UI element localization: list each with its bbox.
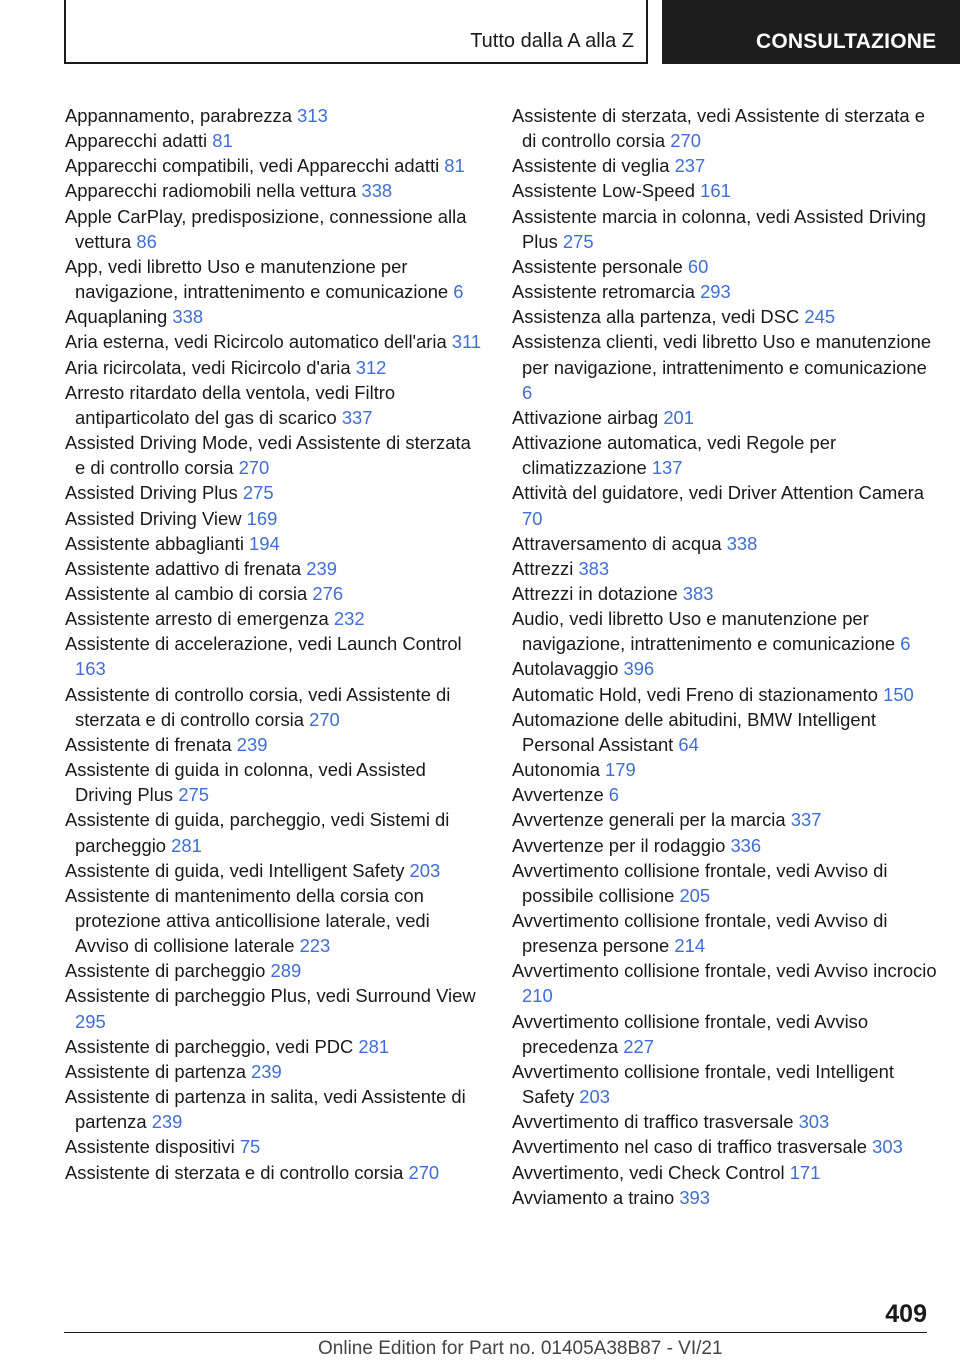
index-entry <box>65 103 485 128</box>
index-entry <box>65 757 485 807</box>
index-term: Automatic Hold, vedi Freno di stazionamento <box>512 683 878 705</box>
index-term: Avvertimento collisione frontale, vedi Avviso precedenza <box>512 1010 869 1057</box>
index-term: Audio, vedi libretto Uso e manutenzione per navigazione, intrattenimento e comunicazione <box>512 608 896 655</box>
index-entry <box>512 329 937 404</box>
page-ref-link[interactable]: 201 <box>663 406 695 428</box>
index-entry <box>65 329 485 354</box>
index-term: Assistente di mantenimento della corsia con protezione attiva anticollisione laterale, vedi Avviso di collisione laterale <box>65 884 430 957</box>
index-entry <box>65 958 485 983</box>
index-entry <box>512 304 937 329</box>
section-title: Tutto dalla A alla Z <box>470 30 634 52</box>
index-entry <box>512 707 937 757</box>
index-entry <box>65 983 485 1033</box>
index-term: Assistente di accelerazione, vedi Launch Control <box>65 633 462 655</box>
index-term: Autolavaggio <box>512 658 619 680</box>
index-term: Assistente di controllo corsia, vedi Assistente di sterzata e di controllo corsia <box>65 683 451 730</box>
index-entry <box>512 1134 937 1159</box>
index-term: Assistente di partenza <box>65 1060 246 1082</box>
page-ref-link[interactable]: 70 <box>522 507 543 529</box>
index-term: Automazione delle abitudini, BMW Intelligent Personal Assistant <box>512 708 876 755</box>
page-ref-link[interactable]: 312 <box>355 356 387 378</box>
page-ref-link[interactable]: 270 <box>670 130 701 152</box>
index-entry <box>65 254 485 304</box>
page-ref-link[interactable]: 169 <box>246 507 278 529</box>
page-ref-link[interactable]: 161 <box>700 180 731 202</box>
page-ref-link[interactable]: 232 <box>333 608 365 630</box>
index-term: Autonomia <box>512 759 600 781</box>
page-ref-link[interactable]: 275 <box>242 482 274 504</box>
index-term: Assistente di guida, vedi Intelligent Safety <box>65 859 405 881</box>
page-ref-link[interactable]: 337 <box>790 809 822 831</box>
page-ref-link[interactable]: 223 <box>299 935 331 957</box>
page-ref-link[interactable]: 383 <box>578 557 610 579</box>
index-entry <box>512 556 937 581</box>
index-entry <box>65 128 485 153</box>
index-term: Avvertimento collisione frontale, vedi Intelligent Safety <box>512 1060 894 1108</box>
page-ref-link[interactable]: 86 <box>136 230 157 252</box>
index-term: Assistente di sterzata e di controllo corsia <box>65 1161 404 1183</box>
page-ref-link[interactable]: 396 <box>623 658 655 680</box>
page-ref-link[interactable]: 289 <box>270 960 302 982</box>
index-term: Assistente retromarcia <box>512 281 695 303</box>
page-ref-link[interactable]: 239 <box>236 733 268 755</box>
index-entry <box>512 833 937 858</box>
index-term: Assistente personale <box>512 255 683 277</box>
index-term: Appannamento, parabrezza <box>65 105 292 126</box>
index-entry <box>512 606 937 656</box>
index-entry <box>65 858 485 883</box>
index-term: Assistenza alla partenza, vedi DSC <box>512 306 800 328</box>
index-entry <box>512 1059 937 1109</box>
index-entry <box>65 506 485 531</box>
index-entry <box>512 254 937 279</box>
index-term: Assistente di partenza in salita, vedi Assistente di partenza <box>65 1086 466 1133</box>
page-ref-link[interactable]: 205 <box>679 884 711 906</box>
page-ref-link[interactable]: 303 <box>872 1136 903 1158</box>
page-ref-link[interactable]: 270 <box>309 708 340 730</box>
index-entry <box>65 1059 485 1084</box>
index-term: Aquaplaning <box>65 306 168 328</box>
index-entry <box>65 883 485 958</box>
index-term: Assisted Driving View <box>65 507 242 529</box>
index-entry <box>65 153 485 178</box>
page-ref-link[interactable]: 383 <box>682 582 714 604</box>
page-ref-link[interactable]: 295 <box>75 1010 106 1032</box>
page-ref-link[interactable]: 60 <box>687 255 709 277</box>
index-term: Apple CarPlay, predisposizione, connessione alla vettura <box>65 205 467 252</box>
page-ref-link[interactable]: 239 <box>306 557 337 579</box>
page-ref-link[interactable]: 270 <box>408 1161 440 1183</box>
index-term: Attrezzi <box>512 557 574 579</box>
index-entry <box>65 531 485 556</box>
index-term: Avvertimento nel caso di traffico trasversale <box>512 1136 868 1158</box>
index-entry <box>512 103 937 153</box>
page-ref-link[interactable]: 337 <box>341 406 373 428</box>
index-entry <box>65 178 485 203</box>
page-ref-link[interactable]: 239 <box>151 1111 183 1133</box>
page-ref-link[interactable]: 203 <box>579 1086 610 1108</box>
index-column-left <box>65 103 485 1185</box>
footer-divider <box>64 1332 927 1333</box>
index-term: Aria esterna, vedi Ricircolo automatico dell'aria <box>65 331 447 353</box>
footer-edition: Online Edition for Part no. 01405A38B87 - VI/21 <box>318 1338 723 1359</box>
index-entry <box>65 556 485 581</box>
index-term: Attrezzi in dotazione <box>512 582 678 604</box>
index-term: Assistenza clienti, vedi libretto Uso e manutenzione per navigazione, intrattenimento e comunicazione <box>512 331 932 378</box>
index-term: Assistente Low-Speed <box>512 180 695 202</box>
index-term: Avviamento a traino <box>512 1186 675 1208</box>
page-ref-link[interactable]: 338 <box>172 306 204 328</box>
index-entry <box>512 1109 937 1134</box>
page-ref-link[interactable]: 303 <box>798 1111 830 1133</box>
index-term: Assistente di parcheggio <box>65 960 266 982</box>
index-term: Attivazione airbag <box>512 406 659 428</box>
index-entry <box>65 682 485 732</box>
index-entry <box>65 807 485 857</box>
page-ref-link[interactable]: 281 <box>358 1035 390 1057</box>
page-ref-link[interactable]: 336 <box>730 834 762 856</box>
index-term: Avvertenze generali per la marcia <box>512 809 786 831</box>
index-term: Assistente di guida, parcheggio, vedi Sistemi di parcheggio <box>65 809 450 856</box>
index-term: Assistente al cambio di corsia <box>65 582 308 604</box>
page-ref-link[interactable]: 239 <box>251 1060 282 1082</box>
index-term: Avvertenze <box>512 784 604 806</box>
page-ref-link[interactable]: 313 <box>297 105 328 126</box>
index-entry <box>512 1185 937 1210</box>
index-entry <box>512 757 937 782</box>
page-ref-link[interactable]: 245 <box>804 306 836 328</box>
index-entry <box>512 430 937 480</box>
page-ref-link[interactable]: 227 <box>623 1035 654 1057</box>
index-term: Apparecchi radiomobili nella vettura <box>65 180 357 202</box>
index-entry <box>512 405 937 430</box>
index-term: Avvertimento, vedi Check Control <box>512 1161 785 1183</box>
index-entry <box>512 807 937 832</box>
index-term: Avvertenze per il rodaggio <box>512 834 726 856</box>
page-ref-link[interactable]: 64 <box>678 733 699 755</box>
index-entry <box>65 1134 485 1159</box>
index-term: Assistente di guida in colonna, vedi Assisted Driving Plus <box>65 759 426 806</box>
index-term: Attività del guidatore, vedi Driver Attention Camera <box>512 482 924 504</box>
index-term: Assistente dispositivi <box>65 1136 235 1158</box>
index-entry <box>65 204 485 254</box>
page-ref-link[interactable]: 6 <box>522 381 533 403</box>
index-entry <box>512 1160 937 1185</box>
page-ref-link[interactable]: 203 <box>409 859 441 881</box>
index-entry <box>512 656 937 681</box>
index-entry <box>65 1160 485 1185</box>
index-entry <box>65 732 485 757</box>
index-entry <box>65 581 485 606</box>
page-ref-link[interactable]: 81 <box>444 155 465 177</box>
index-entry <box>512 480 937 530</box>
page-ref-link[interactable]: 179 <box>605 759 636 781</box>
index-entry <box>512 178 937 203</box>
page-ref-link[interactable]: 270 <box>238 457 270 479</box>
page-ref-link[interactable]: 163 <box>75 658 106 680</box>
page-ref-link[interactable]: 281 <box>171 834 202 856</box>
index-entry <box>512 279 937 304</box>
index-term: Assistente di parcheggio Plus, vedi Surround View <box>65 985 476 1007</box>
page-ref-link[interactable]: 194 <box>249 532 280 554</box>
index-term: Assisted Driving Mode, vedi Assistente di sterzata e di controllo corsia <box>65 432 471 479</box>
index-entry <box>65 1084 485 1134</box>
index-entry <box>65 480 485 505</box>
page-ref-link[interactable]: 293 <box>700 281 731 303</box>
index-term: Assistente di parcheggio, vedi PDC <box>65 1035 354 1057</box>
index-term: Attraversamento di acqua <box>512 532 722 554</box>
page-ref-link[interactable]: 6 <box>453 281 464 303</box>
page-ref-link[interactable]: 276 <box>312 582 344 604</box>
index-term: Arresto ritardato della ventola, vedi Filtro antiparticolato del gas di scarico <box>65 381 396 428</box>
index-term: Attivazione automatica, vedi Regole per climatizzazione <box>512 432 837 479</box>
index-entry <box>65 1034 485 1059</box>
index-term: Aria ricircolata, vedi Ricircolo d'aria <box>65 356 351 378</box>
index-term: Assistente di sterzata, vedi Assistente di sterzata e di controllo corsia <box>512 105 925 152</box>
index-term: App, vedi libretto Uso e manutenzione per navigazione, intrattenimento e comunicazione <box>65 255 449 303</box>
page-number: 409 <box>885 1300 927 1328</box>
index-entry <box>512 153 937 178</box>
index-term: Avvertimento collisione frontale, vedi Avviso di presenza persone <box>512 910 888 957</box>
index-entry <box>65 304 485 329</box>
index-entry <box>512 1009 937 1059</box>
index-entry <box>512 958 937 1008</box>
index-entry <box>65 430 485 480</box>
page-ref-link[interactable]: 237 <box>674 155 706 177</box>
index-entry <box>512 782 937 807</box>
index-entry <box>65 631 485 681</box>
index-entry <box>65 380 485 430</box>
index-term: Assistente di frenata <box>65 733 232 755</box>
index-term: Apparecchi compatibili, vedi Apparecchi adatti <box>65 155 440 177</box>
index-term: Assistente di veglia <box>512 155 670 177</box>
page-ref-link[interactable]: 275 <box>178 784 209 806</box>
index-entry <box>512 908 937 958</box>
page-ref-link[interactable]: 275 <box>562 230 594 252</box>
index-entry <box>512 581 937 606</box>
page-ref-link[interactable]: 214 <box>674 935 706 957</box>
index-term: Assisted Driving Plus <box>65 482 238 504</box>
index-term: Assistente arresto di emergenza <box>65 608 329 630</box>
page-ref-link[interactable]: 150 <box>883 683 914 705</box>
page-ref-link[interactable]: 137 <box>651 457 683 479</box>
index-term: Avvertimento collisione frontale, vedi Avviso incrocio <box>512 960 937 982</box>
index-term: Apparecchi adatti <box>65 130 208 152</box>
page-ref-link[interactable]: 311 <box>451 331 482 353</box>
page-ref-link[interactable]: 338 <box>361 180 393 202</box>
index-entry <box>512 858 937 908</box>
page-ref-link[interactable]: 338 <box>726 532 758 554</box>
page-ref-link[interactable]: 393 <box>679 1186 711 1208</box>
page-ref-link[interactable]: 171 <box>789 1161 821 1183</box>
index-entry <box>512 682 937 707</box>
page-ref-link[interactable]: 6 <box>900 633 911 655</box>
index-term: Assistente abbaglianti <box>65 532 244 554</box>
page-ref-link[interactable]: 210 <box>522 985 553 1007</box>
page-ref-link[interactable]: 81 <box>212 130 233 152</box>
index-entry <box>512 531 937 556</box>
index-term: Assistente marcia in colonna, vedi Assisted Driving Plus <box>512 205 926 252</box>
chapter-tab: CONSULTAZIONE <box>662 0 960 64</box>
index-term: Assistente adattivo di frenata <box>65 557 302 579</box>
index-entry <box>512 204 937 254</box>
page-ref-link[interactable]: 75 <box>239 1136 261 1158</box>
page-ref-link[interactable]: 6 <box>608 784 620 806</box>
index-term: Avvertimento di traffico trasversale <box>512 1111 794 1133</box>
index-entry <box>65 355 485 380</box>
index-entry <box>65 606 485 631</box>
index-column-right <box>512 103 937 1210</box>
index-term: Avvertimento collisione frontale, vedi Avviso di possibile collisione <box>512 859 888 906</box>
